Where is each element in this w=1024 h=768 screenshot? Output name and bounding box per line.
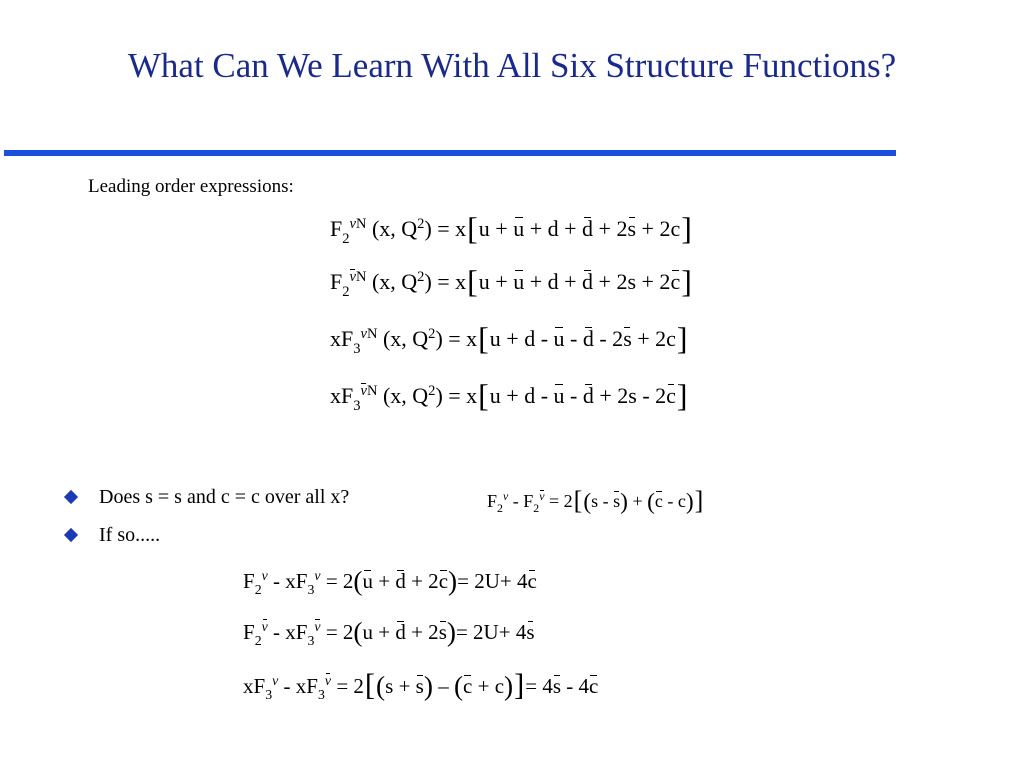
bullet-diamond-icon <box>64 490 78 504</box>
equation-combo-3: $xF_3^\nu - xF_3^\nu = 2[(s + s) - (c + c)]= 4s - 4c$ <box>243 668 599 703</box>
equation-f2-nubar: $F_2^{\nu N}$ (x, $Q^2) = x[u + u + d + d + 2s + 2c]$ <box>330 263 692 300</box>
equation-xf3-nubar: $xF_3^{\nu N}$ (x, $Q^2) = x[u + d - u - d + 2s - 2c]$ <box>330 377 688 414</box>
bullet-text-2: If so..... <box>99 524 161 546</box>
bullet-diamond-icon <box>64 528 78 542</box>
title-underline <box>4 150 896 156</box>
equation-f2-difference: $F_2^\nu - F_2^\nu = 2[(s - s) + (c - c)]$ <box>487 486 704 516</box>
equation-f2-nu: $F_2^{\nu N}$ (x, $Q^2) = x[u + u + d + d + 2s + 2c]$ <box>330 210 692 247</box>
leading-order-label: Leading order expressions: <box>88 176 294 197</box>
bullet-text-1: Does s = s and c = c over all x? <box>99 486 350 508</box>
equation-combo-2: $F_2^\nu - xF_3^\nu = 2(u + d + 2s)= 2U+ 4s$ <box>243 616 535 649</box>
equation-combo-1: $F_2^\nu - xF_3^\nu = 2(u + d + 2c)= 2U+ 4c$ <box>243 565 537 598</box>
equation-xf3-nu: $xF_3^{\nu N}$ (x, $Q^2) = x[u + d - u - d - 2s + 2c]$ <box>330 320 688 357</box>
slide-title: What Can We Learn With All Six Structure Functions? <box>127 46 897 85</box>
